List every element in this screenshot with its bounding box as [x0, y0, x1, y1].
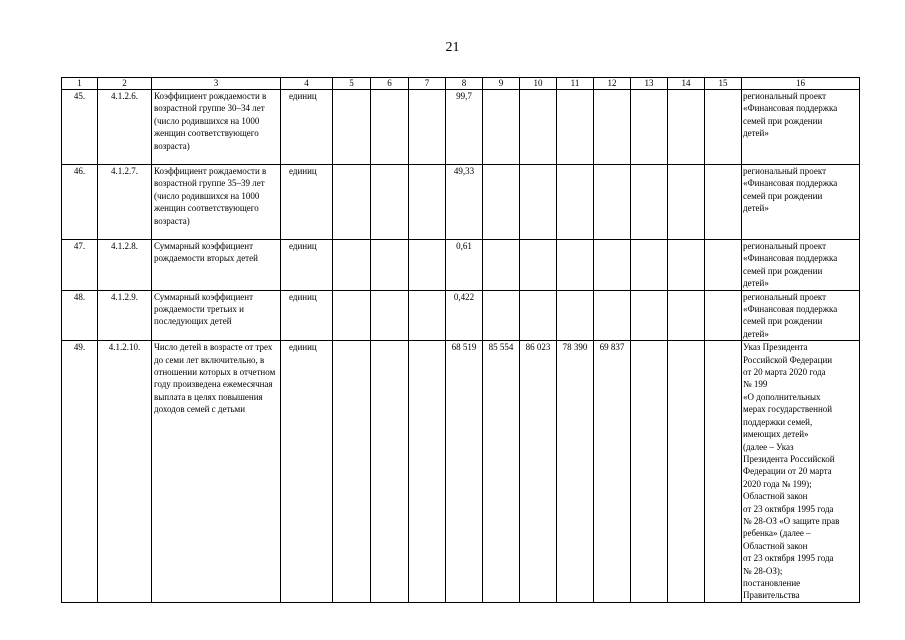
header-cell: 5	[333, 78, 371, 90]
value-cell	[483, 240, 520, 291]
header-cell: 9	[483, 78, 520, 90]
value-cell	[371, 290, 409, 341]
value-cell	[668, 90, 705, 165]
value-cell	[520, 240, 557, 291]
value-cell: 85 554	[483, 341, 520, 603]
table-row	[62, 290, 860, 341]
value-cell	[483, 90, 520, 165]
value-cell	[333, 90, 371, 165]
source-line: «Финансовая поддержка	[743, 253, 838, 264]
value-cell	[333, 240, 371, 291]
row-code: 4.1.2.10.	[98, 341, 152, 603]
header-cell: 13	[631, 78, 668, 90]
source-line: ребенка» (далее –	[743, 528, 811, 539]
value-cell	[705, 90, 742, 165]
row-number: 47.	[62, 240, 98, 291]
source-document-cell	[742, 240, 860, 291]
page-number: 21	[445, 40, 460, 55]
source-line: региональный проект	[743, 166, 827, 176]
source-line: от 20 марта 2020 года	[743, 367, 826, 378]
value-cell	[705, 341, 742, 603]
value-cell	[557, 290, 594, 341]
source-line: Российской Федерации	[743, 354, 833, 365]
value-cell: 99,7	[446, 90, 483, 165]
unit-cell: единиц	[281, 341, 333, 603]
source-line: постановление	[743, 577, 801, 588]
source-line: региональный проект	[743, 241, 827, 251]
value-cell	[409, 165, 446, 240]
value-cell	[409, 290, 446, 341]
value-cell	[557, 90, 594, 165]
value-cell	[668, 240, 705, 291]
unit-cell: единиц	[281, 290, 333, 341]
value-cell: 0,422	[446, 290, 483, 341]
source-line: детей»	[743, 278, 769, 289]
source-document-cell	[742, 341, 860, 603]
header-row	[62, 78, 860, 90]
source-line: семей при рождении	[743, 316, 823, 327]
source-line: Областной закон	[743, 491, 808, 502]
source-line: Президента Российской	[743, 453, 835, 464]
indicator-name: Суммарный коэффициент рождаемости третьих и последующих детей	[152, 290, 281, 341]
header-cell: 10	[520, 78, 557, 90]
value-cell	[520, 290, 557, 341]
value-cell	[594, 90, 631, 165]
value-cell	[705, 290, 742, 341]
value-cell	[371, 341, 409, 603]
value-cell	[333, 165, 371, 240]
value-cell: 69 837	[594, 341, 631, 603]
source-line: № 199	[743, 379, 768, 390]
source-line: имеющих детей»	[743, 429, 809, 440]
row-number: 46.	[62, 165, 98, 240]
header-cell: 1	[62, 78, 98, 90]
header-cell: 2	[98, 78, 152, 90]
value-cell	[631, 90, 668, 165]
value-cell	[409, 90, 446, 165]
source-line: «Финансовая поддержка	[743, 178, 838, 189]
source-document-cell	[742, 290, 860, 341]
header-cell: 4	[281, 78, 333, 90]
header-cell: 3	[152, 78, 281, 90]
header-cell: 16	[742, 78, 860, 90]
value-cell	[409, 341, 446, 603]
source-line: № 28-ОЗ);	[743, 565, 783, 576]
table-row	[62, 90, 860, 165]
value-cell	[705, 165, 742, 240]
value-cell	[371, 165, 409, 240]
source-line: «Финансовая поддержка	[743, 304, 838, 315]
source-line: «Финансовая поддержка	[743, 103, 838, 114]
value-cell	[668, 290, 705, 341]
source-line: Указ Президента	[743, 342, 808, 353]
source-line: региональный проект	[743, 291, 827, 302]
source-line: от 23 октября 1995 года	[743, 553, 834, 564]
header-cell: 8	[446, 78, 483, 90]
source-line: детей»	[743, 203, 769, 214]
value-cell	[371, 240, 409, 291]
table-row	[62, 240, 860, 291]
value-cell	[705, 240, 742, 291]
indicators-table	[61, 77, 860, 603]
source-document-cell	[742, 90, 860, 165]
header-cell: 11	[557, 78, 594, 90]
indicator-name: Суммарный коэффициент рождаемости вторых детей	[152, 240, 281, 291]
value-cell: 78 390	[557, 341, 594, 603]
source-line: семей при рождении	[743, 115, 823, 126]
value-cell	[520, 90, 557, 165]
row-code: 4.1.2.9.	[98, 290, 152, 341]
source-line: семей при рождении	[743, 265, 823, 276]
table-row	[62, 165, 860, 240]
value-cell	[371, 90, 409, 165]
value-cell	[557, 165, 594, 240]
source-line: региональный проект	[743, 91, 827, 101]
value-cell	[631, 290, 668, 341]
source-line: «О дополнительных	[743, 391, 821, 402]
row-number: 48.	[62, 290, 98, 341]
row-code: 4.1.2.8.	[98, 240, 152, 291]
row-code: 4.1.2.7.	[98, 165, 152, 240]
indicator-name: Число детей в возрасте от трех до семи лет включительно, в отношении которых в отчетном году произведена ежемесячная выплата в целях повышения доходов семей с детьми	[152, 341, 281, 603]
value-cell	[631, 165, 668, 240]
value-cell	[483, 165, 520, 240]
value-cell	[668, 165, 705, 240]
source-line: Областной закон	[743, 540, 808, 551]
source-line: поддержки семей,	[743, 416, 813, 427]
unit-cell: единиц	[281, 90, 333, 165]
value-cell: 68 519	[446, 341, 483, 603]
row-number: 49.	[62, 341, 98, 603]
source-line: № 28-ОЗ «О защите прав	[743, 515, 840, 526]
source-line: детей»	[743, 328, 769, 339]
value-cell	[594, 290, 631, 341]
source-line: (далее – Указ	[743, 441, 794, 452]
table-row	[62, 341, 860, 603]
source-line: детей»	[743, 128, 769, 139]
value-cell: 86 023	[520, 341, 557, 603]
source-line: от 23 октября 1995 года	[743, 503, 834, 514]
unit-cell: единиц	[281, 165, 333, 240]
indicator-name: Коэффициент рождаемости в возрастной группе 35–39 лет (число родившихся на 1000 женщин соответствующего возраста)	[152, 165, 281, 240]
value-cell: 0,61	[446, 240, 483, 291]
unit-cell: единиц	[281, 240, 333, 291]
source-line: Федерации от 20 марта	[743, 466, 832, 477]
row-number: 45.	[62, 90, 98, 165]
header-cell: 6	[371, 78, 409, 90]
value-cell	[594, 165, 631, 240]
source-line: мерах государственной	[743, 404, 833, 415]
value-cell	[333, 290, 371, 341]
value-cell: 49,33	[446, 165, 483, 240]
header-cell: 12	[594, 78, 631, 90]
value-cell	[520, 165, 557, 240]
source-line: 2020 года № 199);	[743, 478, 812, 489]
source-line: семей при рождении	[743, 190, 823, 201]
source-line: Правительства	[743, 590, 800, 601]
value-cell	[333, 341, 371, 603]
value-cell	[668, 341, 705, 603]
value-cell	[409, 240, 446, 291]
row-code: 4.1.2.6.	[98, 90, 152, 165]
indicator-name: Коэффициент рождаемости в возрастной группе 30–34 лет (число родившихся на 1000 женщин соответствующего возраста)	[152, 90, 281, 165]
value-cell	[483, 290, 520, 341]
source-document-cell	[742, 165, 860, 240]
value-cell	[557, 240, 594, 291]
header-cell: 15	[705, 78, 742, 90]
header-cell: 7	[409, 78, 446, 90]
value-cell	[594, 240, 631, 291]
value-cell	[631, 341, 668, 603]
header-cell: 14	[668, 78, 705, 90]
value-cell	[631, 240, 668, 291]
